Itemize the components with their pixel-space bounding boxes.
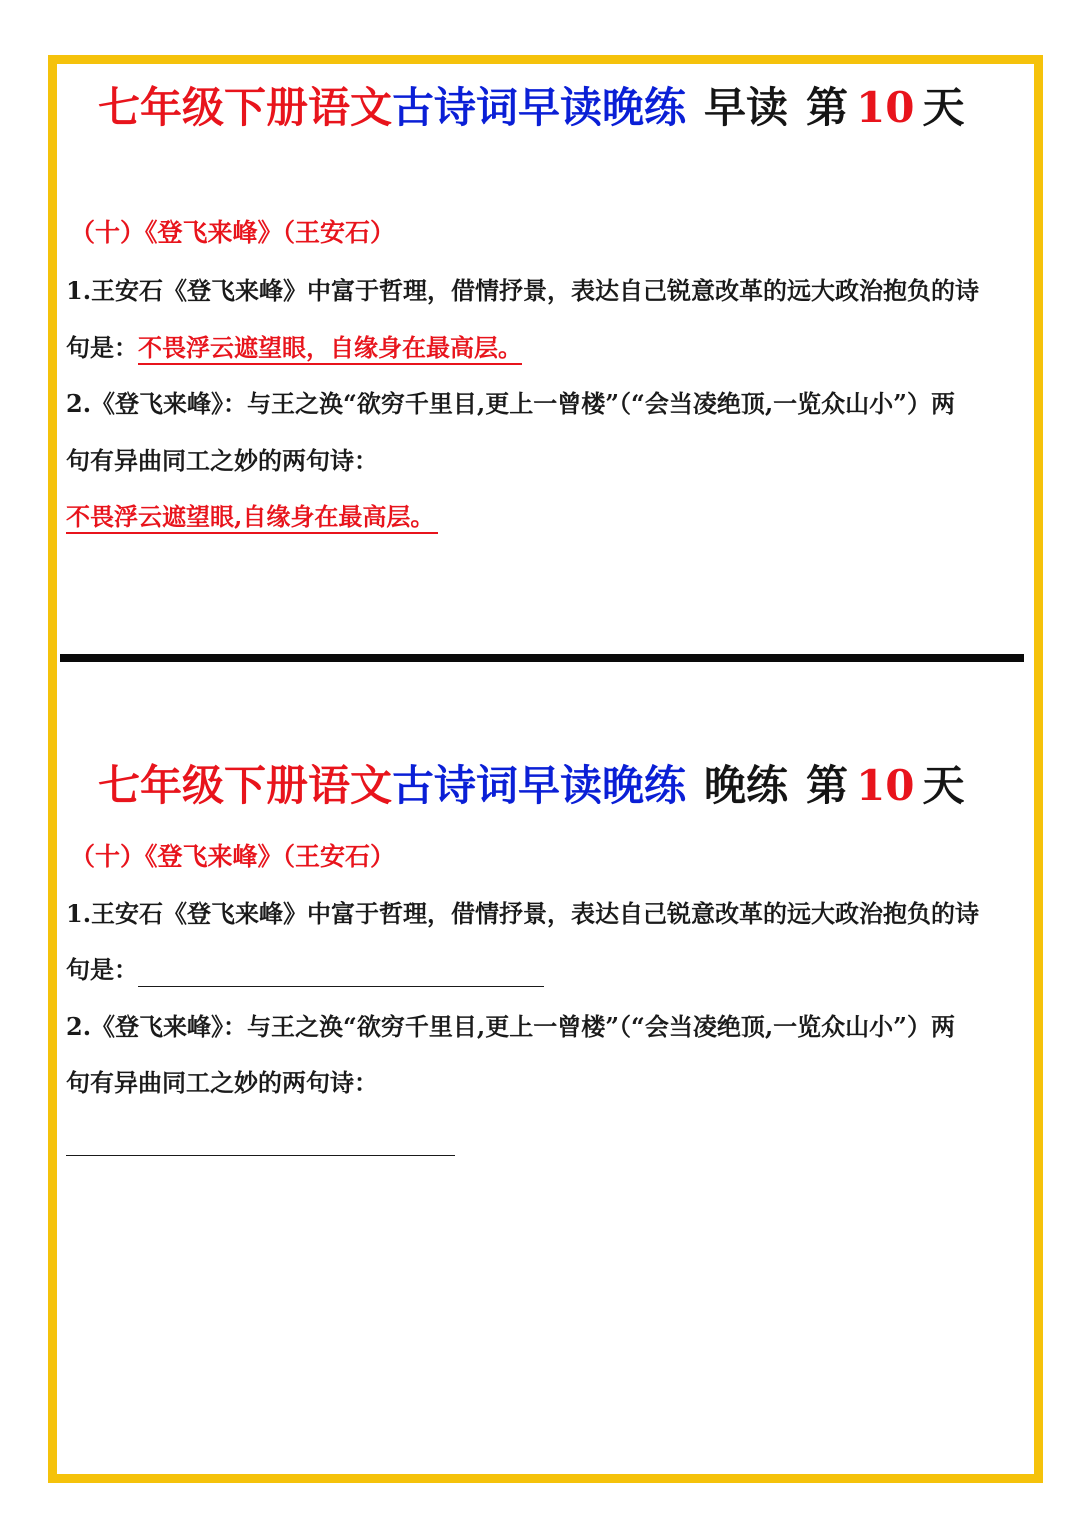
title-series-part: 古诗词早读晚练 bbox=[392, 761, 687, 810]
morning-q1-line2 bbox=[66, 331, 522, 365]
morning-q1-line1: 1.王安石《登飞来峰》中富于哲理，借情抒景，表达自己锐意改革的远大政治抱负的诗 bbox=[66, 276, 980, 305]
morning-q1-answer: 不畏浮云遮望眼，自缘身在最高层。 bbox=[138, 333, 522, 365]
evening-title bbox=[98, 758, 998, 814]
evening-q1-line2 bbox=[66, 953, 544, 987]
evening-q2-line1: 2.《登飞来峰》：与王之涣“欲穷千里目,更上一曾楼”（“会当凌绝顶,一览众山小”）两 bbox=[66, 1012, 955, 1041]
title-series-part: 古诗词早读晚练 bbox=[392, 83, 687, 132]
title-mode: 早读 bbox=[704, 83, 789, 132]
morning-title bbox=[98, 80, 998, 136]
morning-q2-line1: 2.《登飞来峰》：与王之涣“欲穷千里目,更上一曾楼”（“会当凌绝顶,一览众山小”）两 bbox=[66, 389, 955, 418]
title-mode: 晚练 bbox=[704, 761, 789, 810]
title-day-prefix: 第 bbox=[806, 761, 849, 810]
title-day-prefix: 第 bbox=[806, 83, 849, 132]
title-day-number: 10 bbox=[856, 83, 915, 132]
title-day-suffix: 天 bbox=[922, 83, 965, 132]
title-grade-part: 七年级下册语文 bbox=[98, 761, 393, 810]
title-day-suffix: 天 bbox=[922, 761, 965, 810]
morning-q1-prefix: 句是： bbox=[66, 333, 138, 362]
evening-q2-line2: 句有异曲同工之妙的两句诗： bbox=[66, 1068, 378, 1097]
morning-poem-heading: （十）《登飞来峰》（王安石） bbox=[70, 218, 396, 247]
evening-q1-prefix: 句是： bbox=[66, 955, 138, 984]
section-divider bbox=[60, 654, 1024, 662]
evening-q1-answer-blank[interactable] bbox=[138, 956, 544, 987]
morning-q2-line2: 句有异曲同工之妙的两句诗： bbox=[66, 446, 378, 475]
evening-poem-heading: （十）《登飞来峰》（王安石） bbox=[70, 842, 396, 871]
title-grade-part: 七年级下册语文 bbox=[98, 83, 393, 132]
evening-q2-answer-blank[interactable] bbox=[66, 1154, 455, 1156]
morning-q2-answer: 不畏浮云遮望眼,自缘身在最高层。 bbox=[66, 502, 438, 534]
title-day-number: 10 bbox=[856, 761, 915, 810]
evening-q1-line1: 1.王安石《登飞来峰》中富于哲理，借情抒景，表达自己锐意改革的远大政治抱负的诗 bbox=[66, 899, 980, 928]
